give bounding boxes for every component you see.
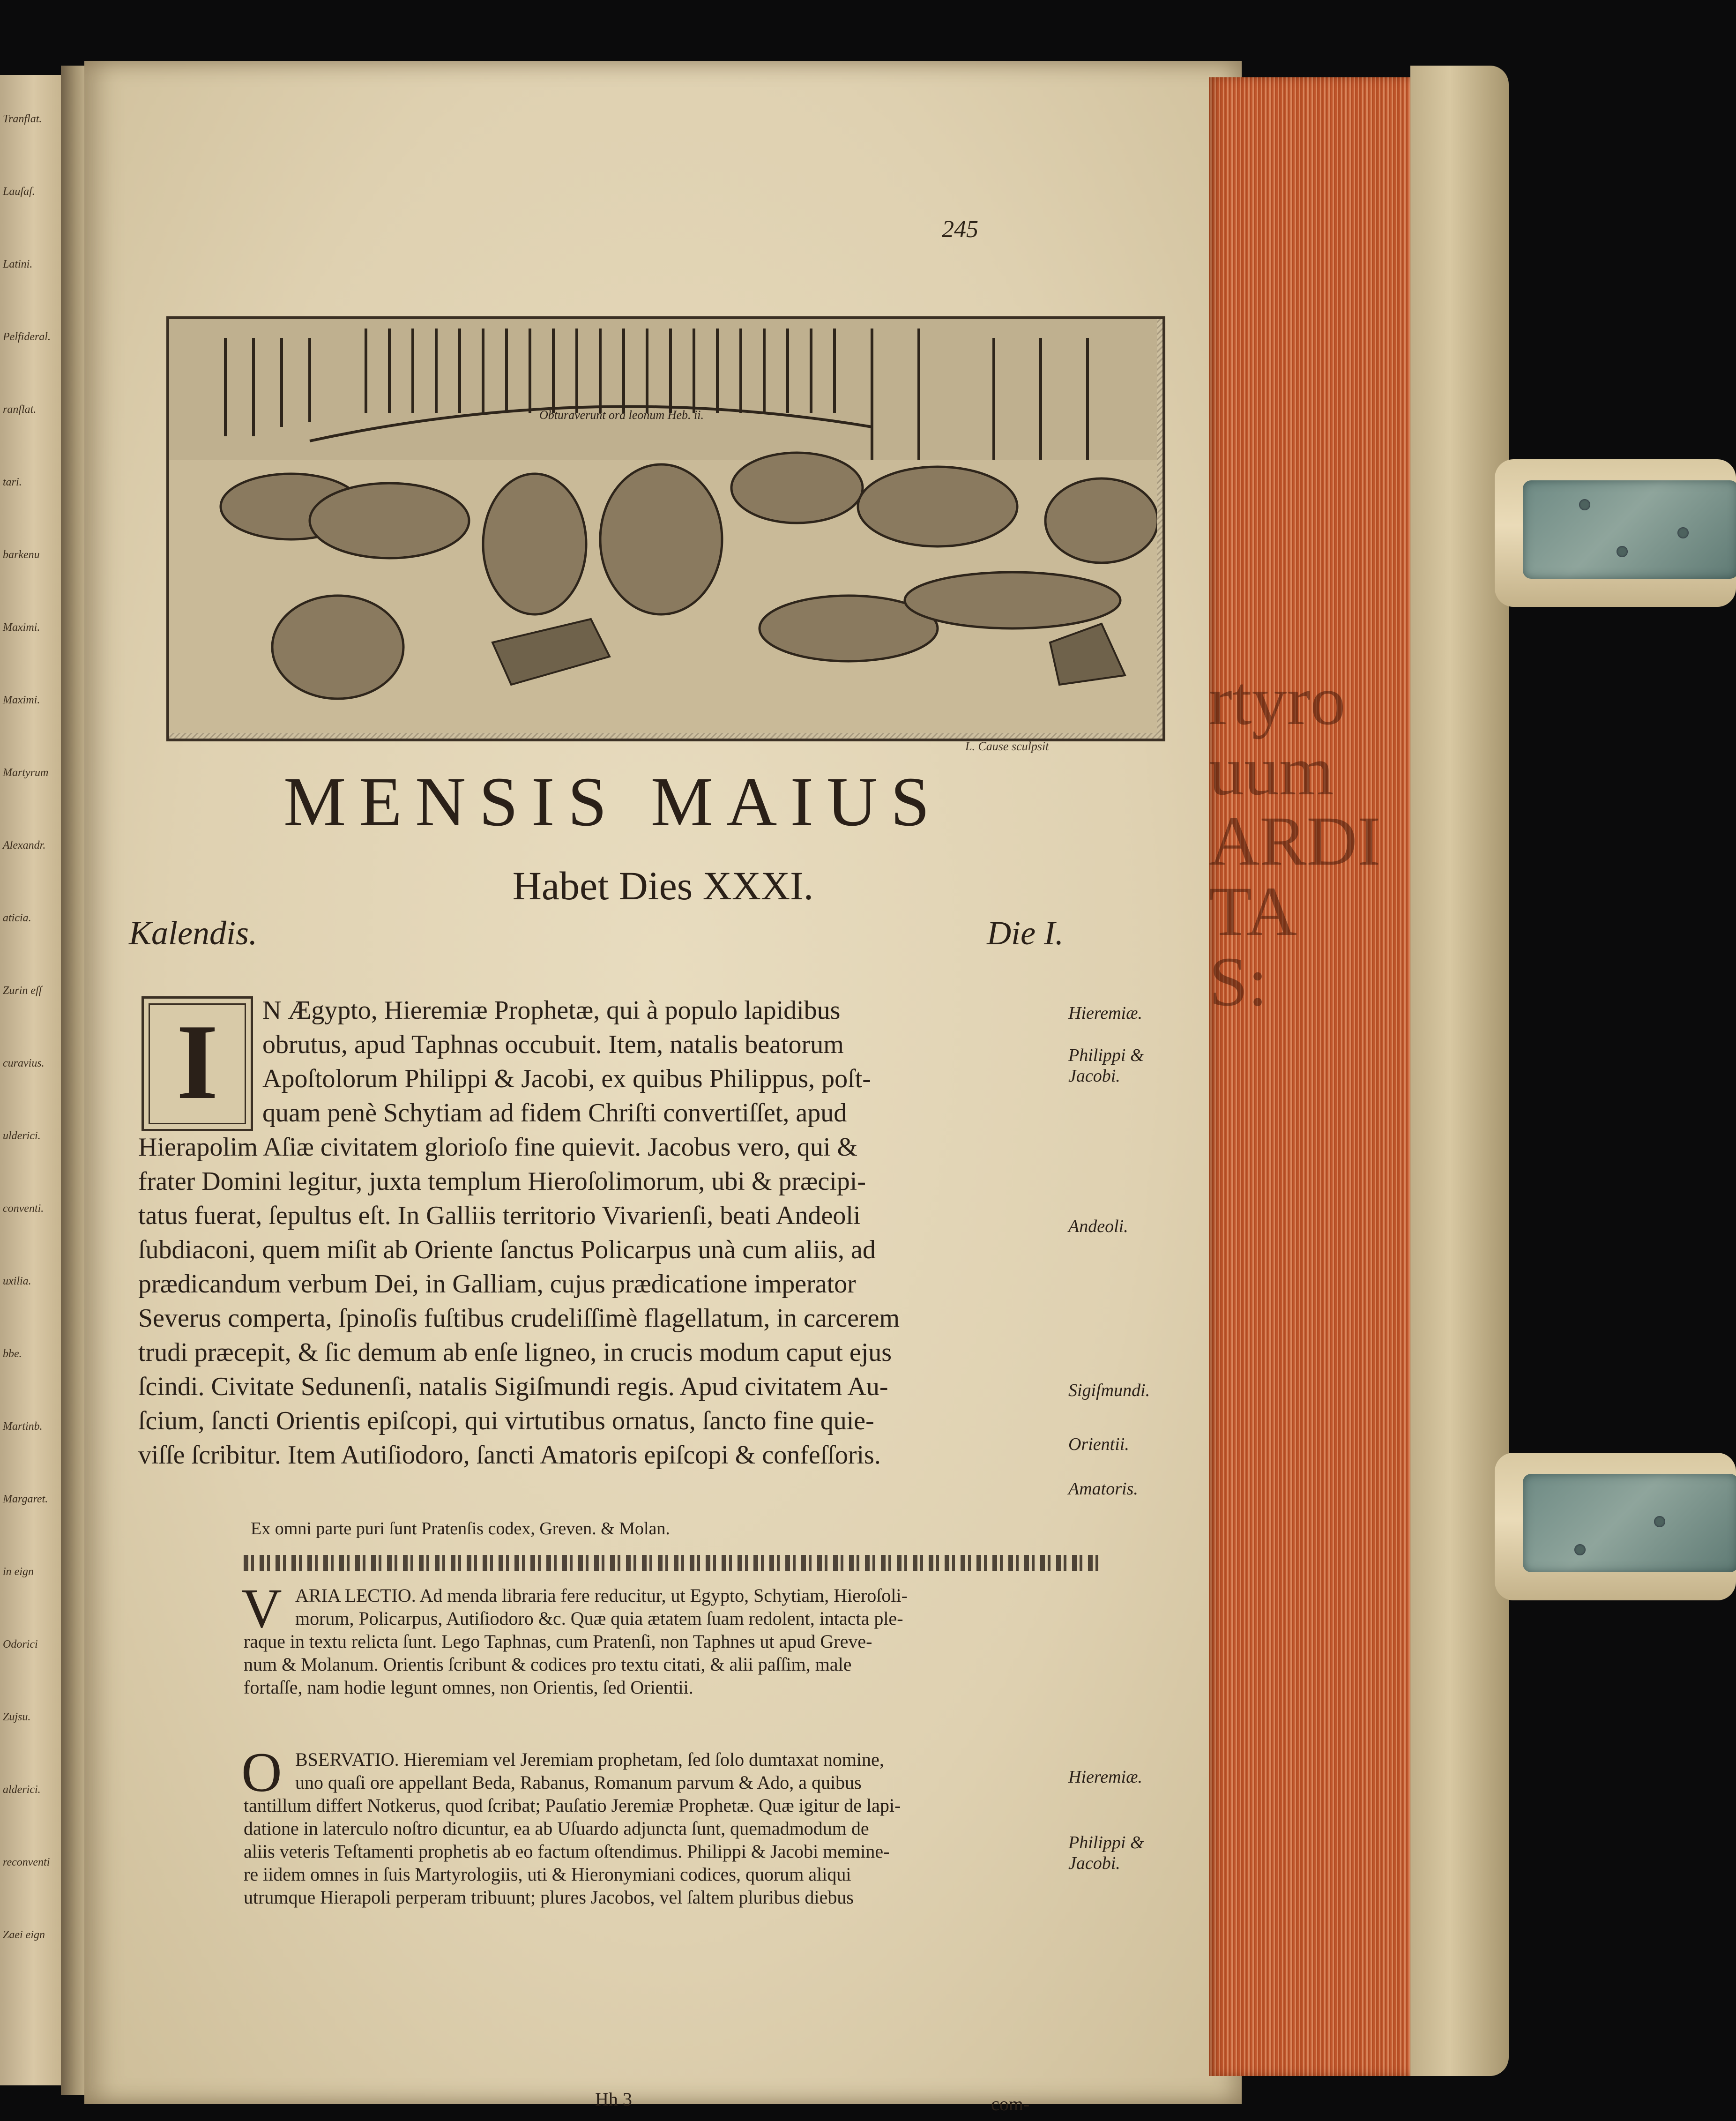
show-through-line: ARDI [1209, 802, 1381, 880]
note-line: raque in textu relicta ſunt. Lego Taphnas, cum Pratenſi, non Taphnes ut apud Greve- [244, 1631, 872, 1652]
margin-note: Philippi & Jacobi. [1068, 1833, 1144, 1873]
facing-page-fragment: alderici. [3, 1784, 41, 1796]
margin-note: Sigiſmundi. [1068, 1381, 1150, 1400]
text-line: quam penè Schytiam ad fidem Chriſti convertiſſet, apud [262, 1098, 847, 1128]
facing-page-fragment: Martyrum [3, 767, 49, 779]
initial-letter: I [176, 1002, 218, 1121]
note-line: re iidem omnes in ſuis Martyrologiis, uti & Hieronymiani codices, quorum aliqui [244, 1864, 851, 1885]
show-through-line: S: [1209, 943, 1268, 1017]
text-line: ſcindi. Civitate Sedunenſi, natalis Sigiſmundi regis. Apud civitatem Au- [138, 1372, 888, 1401]
note-line: datione in laterculo noſtro dicuntur, ea ab Uſuardo adjuncta ſunt, quemadmodum de [244, 1818, 869, 1839]
facing-page-fragment: uxilia. [3, 1275, 31, 1287]
facing-page-fragment: ranflat. [3, 403, 37, 416]
facing-page-fragment: Zurin eff [3, 985, 42, 997]
facing-page-fragment: Tranflat. [3, 113, 42, 125]
margin-note: Amatoris. [1068, 1479, 1138, 1499]
text-line: tatus fuerat, ſepultus eſt. In Galliis territorio Vivarienſi, beati Andeoli [138, 1201, 861, 1230]
facing-page-edge [0, 75, 61, 2085]
note-line: utrumque Hierapoli perperam tribuunt; plures Jacobos, vel ſaltem pluribus diebus [244, 1887, 854, 1908]
facing-page-fragment: Maximi. [3, 621, 40, 634]
engraver-signature: L. Cause sculpsit [965, 739, 1049, 753]
text-line: Apoſtolorum Philippi & Jacobi, ex quibus Philippus, poſt- [262, 1064, 871, 1093]
margin-note: Hieremiæ. [1068, 1003, 1142, 1023]
margin-note: Philippi & Jacobi. [1068, 1046, 1144, 1086]
note-line: morum, Policarpus, Autiſiodoro &c. Quæ quia ætatem ſuam redolent, intacta ple- [295, 1608, 903, 1629]
rivet-icon [1579, 499, 1590, 510]
margin-note: Orientii. [1068, 1434, 1129, 1454]
rivet-icon [1617, 546, 1628, 557]
text-line: viſſe ſcribitur. Item Autiſiodoro, ſancti Amatoris epiſcopi & confeſſoris. [138, 1441, 881, 1470]
show-through-line: TA [1209, 873, 1297, 950]
facing-page-fragment: Pelfideral. [3, 331, 51, 343]
clasp-plate-icon [1523, 480, 1736, 579]
martyrology-text [138, 993, 1050, 1472]
facing-page-fragment: Maximi. [3, 694, 40, 706]
facing-page-fragment: Alexandr. [3, 839, 46, 851]
facing-page-fragment: Zaei eign [3, 1929, 45, 1941]
days-heading: Habet Dies XXXI. [512, 863, 814, 908]
book-fore-edge [1209, 77, 1415, 2076]
facing-page-fragment: tari. [3, 476, 22, 488]
facing-page-fragment: Zujsu. [3, 1711, 31, 1723]
book-page [84, 61, 1242, 2114]
fore-edge-show-through [1209, 665, 1415, 1017]
facing-page-fragment: aticia. [3, 912, 31, 924]
facing-page-fragment: curavius. [3, 1057, 45, 1069]
facing-page-fragment: Martinb. [3, 1420, 43, 1433]
text-line: prædicandum verbum Dei, in Galliam, cujus prædicatione imperator [138, 1270, 856, 1299]
facing-page-fragment: reconventi [3, 1856, 50, 1868]
book-clasp-lower [1495, 1453, 1736, 1600]
note-line: ARIA LECTIO. Ad menda libraria fere reducitur, ut Egypto, Schytiam, Hieroſoli- [295, 1585, 908, 1606]
note-initial: O [241, 1741, 282, 1803]
facing-page-fragment: barkenu [3, 549, 40, 561]
facing-page-fragment: Margaret. [3, 1493, 48, 1505]
facing-page-fragment: in eign [3, 1566, 34, 1578]
engraving-scene [169, 319, 1157, 733]
text-line: ſubdiaconi, quem miſit ab Oriente ſanctus Policarpus unà cum aliis, ad [138, 1235, 876, 1264]
margin-note: Hieremiæ. [1068, 1767, 1142, 1787]
source-line: Ex omni parte puri ſunt Pratenſis codex, Greven. & Molan. [251, 1519, 670, 1538]
facing-page-fragment: Laufaf. [3, 186, 35, 198]
varia-lectio [241, 1577, 1106, 1699]
text-line: Severus comperta, ſpinoſis fuſtibus crudeliſſimè flagellatum, in carcerem [138, 1304, 900, 1333]
observatio [241, 1741, 1106, 1909]
page-number: 245 [942, 216, 978, 243]
kalendis-heading: Kalendis. [129, 914, 258, 952]
note-line: BSERVATIO. Hieremiam vel Jeremiam prophetam, ſed ſolo dumtaxat nomine, [295, 1749, 884, 1770]
day-heading: Die I. [987, 914, 1064, 952]
book-clasp-upper [1495, 459, 1736, 607]
clasp-plate-icon [1523, 1474, 1736, 1572]
show-through-line: uum [1209, 732, 1334, 810]
facing-page-fragment: conventi. [3, 1202, 44, 1215]
facing-page-fragment: bbe. [3, 1348, 22, 1360]
note-line: aliis veteris Teſtamenti prophetis ab eo factum oſtendimus. Philippi & Jacobi memine- [244, 1841, 890, 1862]
book-cover-edge [1410, 66, 1509, 2076]
signature-mark: Hh 3 [595, 2089, 632, 2110]
text-line: N Ægypto, Hieremiæ Prophetæ, qui à populo lapidibus [262, 996, 841, 1025]
note-initial: V [241, 1577, 282, 1639]
text-line: Hierapolim Aſiæ civitatem glorioſo fine quievit. Jacobus vero, qui & [138, 1133, 858, 1162]
month-title: MENSIS MAIUS [283, 763, 943, 841]
note-line: num & Molanum. Orientis ſcribunt & codices pro textu citati, & alii paſſim, male [244, 1654, 852, 1675]
note-line: fortaſſe, nam hodie legunt omnes, non Orientis, ſed Orientii. [244, 1677, 693, 1698]
page-footer [84, 2088, 1242, 2116]
ornamental-rule [244, 1555, 1101, 1571]
rivet-icon [1654, 1516, 1665, 1527]
engraving-caption: Obturaverunt ora leonum Heb. ii. [539, 408, 704, 422]
margin-note: Andeoli. [1068, 1217, 1128, 1236]
engraving-illustration [166, 316, 1165, 741]
rivet-icon [1574, 1544, 1586, 1555]
note-line: uno quaſi ore appellant Beda, Rabanus, Romanum parvum & Ado, a quibus [295, 1772, 862, 1793]
text-line: trudi præcepit, & ſic demum ab enſe ligneo, in crucis modum caput ejus [138, 1338, 892, 1367]
facing-page-fragment: ulderici. [3, 1130, 41, 1142]
show-through-line: rtyro [1209, 665, 1346, 739]
catchword: com- [991, 2093, 1030, 2114]
facing-page-fragment: Latini. [3, 258, 33, 270]
rivet-icon [1677, 527, 1689, 538]
text-line: frater Domini legitur, juxta templum Hieroſolimorum, ubi & præcipi- [138, 1167, 866, 1196]
facing-page-fragment: Odorici [3, 1638, 38, 1650]
text-line: obrutus, apud Taphnas occubuit. Item, natalis beatorum [262, 1030, 844, 1059]
text-line: ſcium, ſancti Orientis epiſcopi, qui virtutibus ornatus, ſancto fine quie- [138, 1406, 874, 1435]
note-line: tantillum differt Notkerus, quod ſcribat; Pauſatio Jeremiæ Prophetæ. Quæ igitur de lapi- [244, 1795, 901, 1816]
